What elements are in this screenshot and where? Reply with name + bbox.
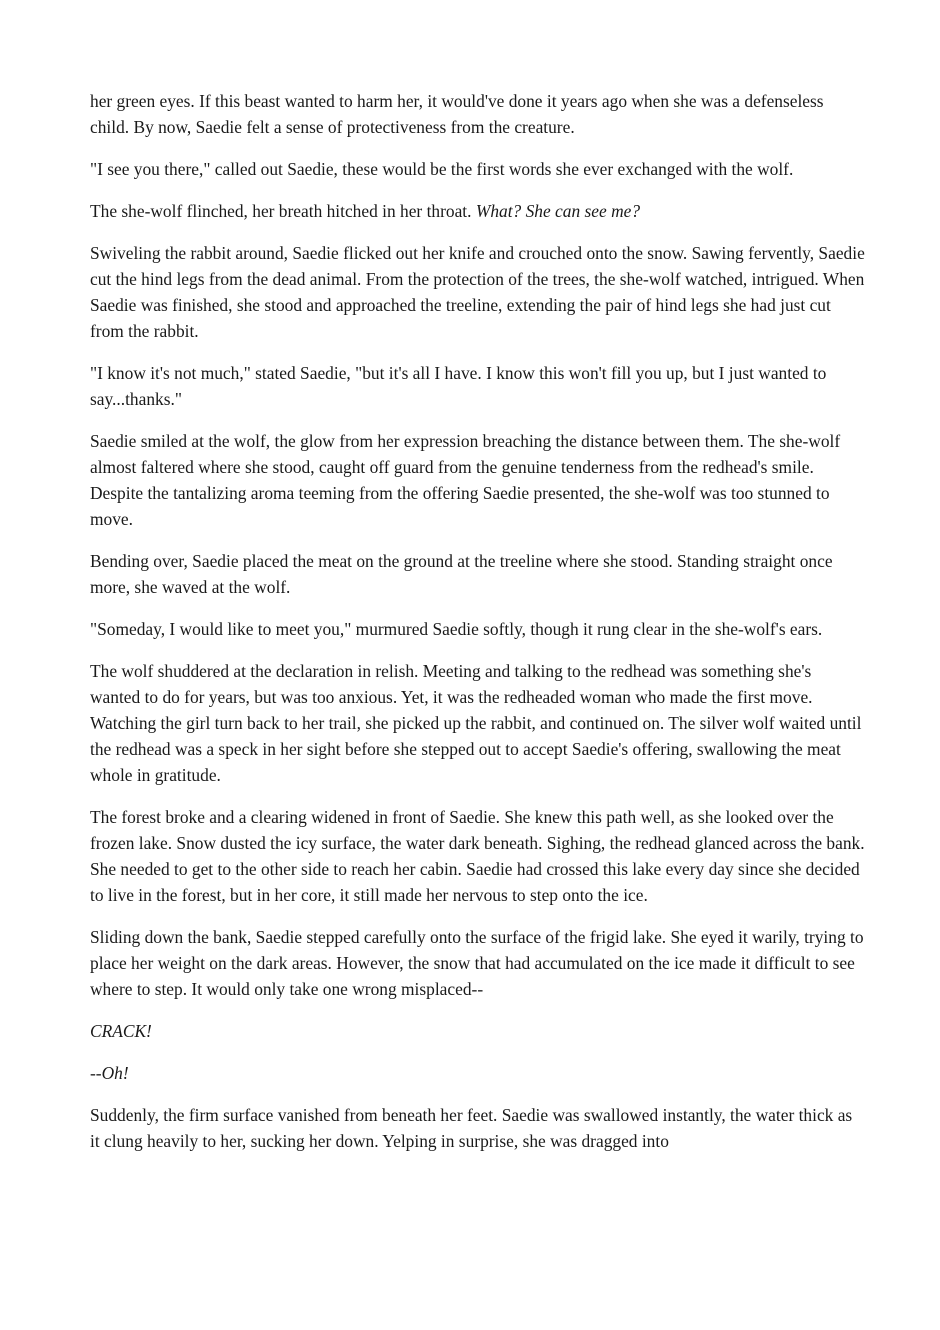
- paragraph-14: [90, 1102, 865, 1154]
- paragraph-2: [90, 156, 865, 182]
- paragraph-text: "Someday, I would like to meet you," murmured Saedie softly, though it rung clear in the she-wolf's ears.: [90, 619, 823, 639]
- paragraph-4: [90, 240, 865, 344]
- italic-exclamation: --Oh!: [90, 1063, 129, 1083]
- paragraph-text: "I know it's not much," stated Saedie, "but it's all I have. I know this won't fill you up, but I just wanted to say...thanks.": [90, 363, 827, 409]
- paragraph-text: her green eyes. If this beast wanted to harm her, it would've done it years ago when she was a defenseless child. By now, Saedie felt a sense of protectiveness from the creature.: [90, 91, 824, 137]
- paragraph-1: [90, 88, 865, 140]
- paragraph-3: [90, 198, 865, 224]
- paragraph-7: [90, 548, 865, 600]
- paragraph-6: [90, 428, 865, 532]
- paragraph-9: [90, 658, 865, 788]
- paragraph-5: [90, 360, 865, 412]
- paragraph-11: [90, 924, 865, 1002]
- italic-thought: What? She can see me?: [475, 201, 641, 221]
- paragraph-8: [90, 616, 865, 642]
- paragraph-text: Bending over, Saedie placed the meat on the ground at the treeline where she stood. Standing straight once more, she waved at the wolf.: [90, 551, 833, 597]
- paragraph-text: Sliding down the bank, Saedie stepped carefully onto the surface of the frigid lake. She eyed it warily, trying to place her weight on the dark areas. However, the snow that had accumulated on the ice made it difficult to see where to step. It would only take one wrong misplaced--: [90, 927, 864, 999]
- paragraph-text: Swiveling the rabbit around, Saedie flicked out her knife and crouched onto the snow. Sawing fervently, Saedie cut the hind legs from the dead animal. From the protection of the trees, the she-wolf watched, intrigued. When Saedie was finished, she stood and approached the treeline, extending the pair of hind legs she had just cut from the rabbit.: [90, 243, 865, 341]
- italic-sound-effect: CRACK!: [90, 1021, 152, 1041]
- paragraph-13: [90, 1060, 865, 1086]
- paragraph-text: The forest broke and a clearing widened in front of Saedie. She knew this path well, as she looked over the frozen lake. Snow dusted the icy surface, the water dark beneath. Sighing, the redhead glanced across the bank. She needed to get to the other side to reach her cabin. Saedie had crossed this lake every day since she decided to live in the forest, but in her core, it still made her nervous to step onto the ice.: [90, 807, 865, 905]
- paragraph-10: [90, 804, 865, 908]
- paragraph-12: [90, 1018, 865, 1044]
- paragraph-text: The she-wolf flinched, her breath hitched in her throat.: [90, 201, 476, 221]
- paragraph-text: Suddenly, the firm surface vanished from beneath her feet. Saedie was swallowed instantly, the water thick as it clung heavily to her, sucking her down. Yelping in surprise, she was dragged into: [90, 1105, 853, 1151]
- document-page: [90, 88, 865, 1170]
- paragraph-text: The wolf shuddered at the declaration in relish. Meeting and talking to the redhead was something she's wanted to do for years, but was too anxious. Yet, it was the redheaded woman who made the first move. Watching the girl turn back to her trail, she picked up the rabbit, and continued on. The silver wolf waited until the redhead was a speck in her sight before she stepped out to accept Saedie's offering, swallowing the meat whole in gratitude.: [90, 661, 862, 785]
- paragraph-text: Saedie smiled at the wolf, the glow from her expression breaching the distance between them. The she-wolf almost faltered where she stood, caught off guard from the genuine tenderness from the redhead's smile. Despite the tantalizing aroma teeming from the offering Saedie presented, the she-wolf was too stunned to move.: [90, 431, 841, 529]
- paragraph-text: "I see you there," called out Saedie, these would be the first words she ever exchanged with the wolf.: [90, 159, 794, 179]
